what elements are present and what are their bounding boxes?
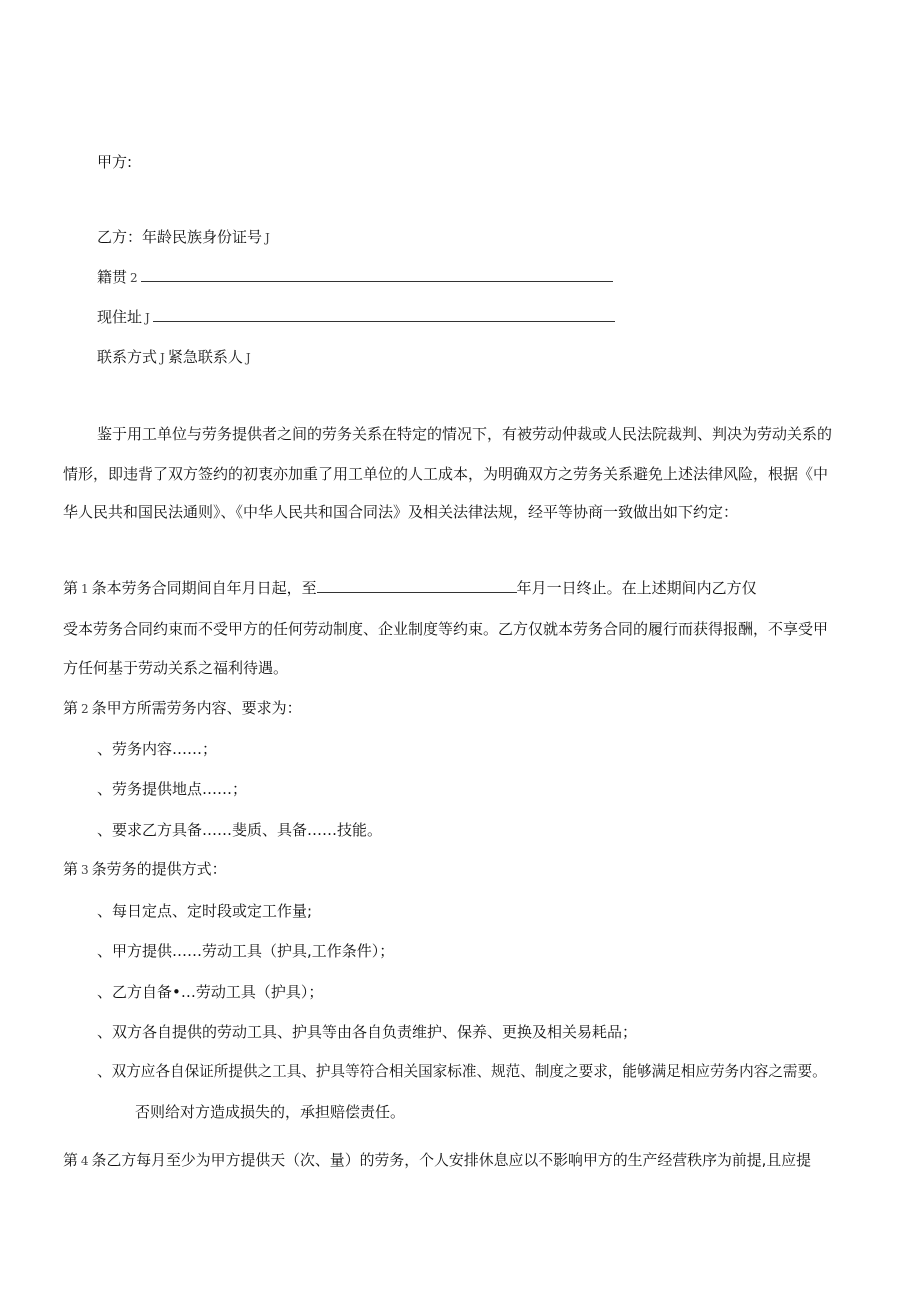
emergency-label: 紧急联系人 [167, 348, 243, 366]
article-1-text-a: 条本劳务合同期间自年月日起，至 [91, 579, 317, 597]
party-b-mark: J [265, 231, 270, 245]
article-3-item: 、双方各自提供的劳动工具、护具等由各自负责维护、保养、更换及相关易耗品； [97, 1023, 638, 1041]
article-word: 第 [63, 860, 79, 878]
preamble-line-2: 情形，即违背了双方签约的初衷亦加重了用工单位的人工成本，为明确双方之劳务关系避免上述法律风险，根据《中 [63, 465, 829, 483]
article-word: 第 [63, 699, 79, 717]
article-3-item: 、双方应各自保证所提供之工具、护具等符合相关国家标准、规范、制度之要求，能够满足相应劳务内容之需要。 [97, 1063, 827, 1080]
contact-line [97, 346, 254, 369]
article-2-item: 、劳务提供地点……； [97, 780, 248, 798]
article-1-end-date-blank[interactable] [317, 578, 517, 593]
address-mark: J [145, 311, 150, 325]
article-2-title [63, 697, 302, 720]
article-3-title-text: 条劳务的提供方式： [91, 860, 227, 878]
party-b-label: 乙方：年龄民族身份证号 [97, 228, 263, 246]
party-b-line [97, 226, 273, 249]
article-word: 第 [63, 579, 79, 597]
contact-label: 联系方式 [97, 348, 158, 366]
article-1-line-2: 受本劳务合同约束而不受甲方的任何劳动制度、企业制度等约束。乙方仅就本劳务合同的履行而获得报酬，不享受甲 [63, 620, 829, 638]
preamble-line-3: 华人民共和国民法通则》、《中华人民共和国合同法》及相关法律法规，经平等协商一致做出如下约定： [63, 503, 739, 521]
article-3-number: 3 [81, 863, 89, 877]
contact-mark: J [160, 351, 165, 365]
article-1-line-3: 方任何基于劳动关系之福利待遇。 [63, 659, 289, 677]
article-4-number: 4 [80, 1154, 89, 1168]
emergency-mark: J [245, 351, 251, 365]
native-place-mark: 2 [130, 271, 138, 285]
article-3-title [63, 858, 227, 881]
article-4-text: 条乙方每月至少为甲方提供天（次、量）的劳务，个人安排休息应以不影响甲方的生产经营秩序为前提,且应提 [91, 1151, 812, 1169]
address-line [97, 306, 615, 329]
article-1-line-1 [63, 577, 757, 600]
address-blank[interactable] [153, 307, 615, 322]
party-a-label: 甲方: [97, 153, 133, 171]
article-1-number: 1 [81, 582, 89, 596]
article-3-item: 、每日定点、定时段或定工作量; [97, 902, 313, 920]
native-place-blank[interactable] [141, 267, 613, 282]
article-2-item: 、劳务内容……； [97, 740, 218, 758]
article-3-item: 、甲方提供……劳动工具（护具,工作条件）； [97, 942, 395, 960]
native-place-label: 籍贯 [97, 268, 128, 286]
article-1-text-b: 年月一日终止。在上述期间内乙方仅 [516, 579, 757, 597]
article-2-title-text: 条甲方所需劳务内容、要求为： [91, 699, 302, 717]
article-2-number: 2 [81, 702, 89, 716]
article-2-item: 、要求乙方具备……斐质、具备……技能。 [97, 821, 383, 839]
preamble-line-1: 鉴于用工单位与劳务提供者之间的劳务关系在特定的情况下，有被劳动仲裁或人民法院裁判、判决为劳动关系的 [97, 425, 833, 443]
article-4-line-1 [63, 1149, 811, 1172]
article-word: 第 [63, 1151, 78, 1169]
native-place-line [97, 266, 613, 289]
article-3-item: 、乙方自备•…劳动工具（护具）； [97, 983, 324, 1001]
address-label: 现住址 [97, 308, 143, 326]
article-3-continuation: 否则给对方造成损失的，承担赔偿责任。 [135, 1103, 406, 1121]
